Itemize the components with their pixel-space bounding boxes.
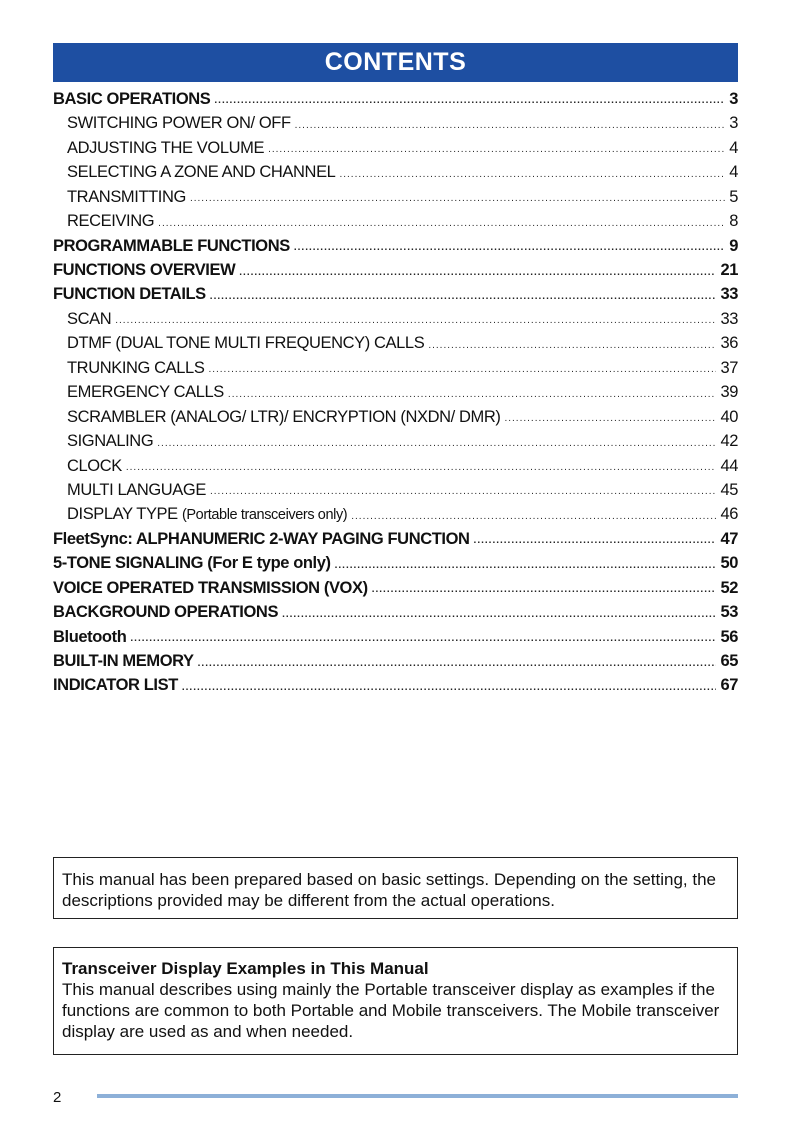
toc-entry-title bbox=[67, 335, 424, 352]
toc-entry[interactable] bbox=[53, 258, 738, 282]
dot-leader bbox=[372, 585, 717, 600]
toc-subentry[interactable] bbox=[53, 209, 738, 233]
toc-subentry[interactable] bbox=[53, 331, 738, 355]
toc-entry-note: (Portable transceivers only) bbox=[181, 507, 348, 524]
toc-entry-title bbox=[67, 140, 264, 157]
display-examples-text: This manual describes using mainly the Portable transceiver display as examples if the functions are common to both Portable and Mobile transceivers. The Mobile transceiver display are used as and when needed. bbox=[62, 980, 720, 1041]
toc-entry[interactable] bbox=[53, 649, 738, 673]
dot-leader bbox=[130, 634, 716, 649]
toc-entry-title bbox=[67, 482, 206, 499]
dot-leader bbox=[210, 292, 717, 307]
toc-page-number: 50 bbox=[720, 554, 738, 573]
toc-entry-title-text: SELECTING A ZONE AND CHANNEL bbox=[67, 163, 336, 182]
toc-subentry[interactable] bbox=[53, 502, 738, 526]
toc-entry-title bbox=[67, 384, 224, 401]
toc-entry-title bbox=[53, 580, 368, 597]
toc-entry-title-text: BUILT-IN MEMORY bbox=[53, 652, 194, 671]
toc-entry-title bbox=[53, 555, 331, 572]
toc-entry-title bbox=[67, 409, 500, 426]
toc-entry-title-text: BACKGROUND OPERATIONS bbox=[53, 603, 279, 622]
toc-entry[interactable] bbox=[53, 283, 738, 307]
toc-page-number: 36 bbox=[720, 334, 738, 353]
toc-page-number: 46 bbox=[720, 505, 738, 524]
toc-entry-title bbox=[67, 311, 111, 328]
toc-entry-title-text: DTMF (DUAL TONE MULTI FREQUENCY) CALLS bbox=[67, 334, 425, 353]
toc-page-number: 8 bbox=[729, 212, 738, 231]
dot-leader bbox=[268, 145, 725, 160]
dot-leader bbox=[210, 487, 716, 502]
toc-page-number: 42 bbox=[720, 432, 738, 451]
toc-subentry[interactable] bbox=[53, 185, 738, 209]
toc-subentry[interactable] bbox=[53, 160, 738, 184]
toc-entry-title bbox=[67, 433, 153, 450]
dot-leader bbox=[351, 512, 716, 527]
toc-entry-title-text: VOICE OPERATED TRANSMISSION (VOX) bbox=[53, 578, 368, 597]
dot-leader bbox=[182, 683, 717, 698]
dot-leader bbox=[239, 268, 716, 283]
page-number: 2 bbox=[53, 1089, 62, 1106]
toc-entry-title bbox=[67, 506, 347, 523]
dot-leader bbox=[228, 390, 717, 405]
toc-entry-title bbox=[67, 189, 186, 206]
toc-entry-title bbox=[67, 360, 204, 377]
toc-page-number: 33 bbox=[720, 309, 738, 328]
notice-text: This manual has been prepared based on basic settings. Depending on the setting, the descriptions provided may be different from the actual operations. bbox=[62, 870, 716, 910]
dot-leader bbox=[282, 610, 716, 625]
toc-entry-title bbox=[53, 629, 126, 646]
footer-rule bbox=[97, 1094, 738, 1098]
toc-page-number: 67 bbox=[720, 676, 738, 695]
toc-entry[interactable] bbox=[53, 576, 738, 600]
dot-leader bbox=[504, 414, 716, 429]
toc-entry-title-text: FUNCTIONS OVERVIEW bbox=[53, 261, 236, 280]
toc-entry[interactable] bbox=[53, 527, 738, 551]
toc-entry-title bbox=[53, 604, 278, 621]
toc-subentry[interactable] bbox=[53, 136, 738, 160]
toc-entry-title bbox=[53, 91, 210, 108]
toc-page-number: 47 bbox=[720, 529, 738, 548]
contents-title: CONTENTS bbox=[324, 48, 467, 76]
toc-entry-title-text: FUNCTION DETAILS bbox=[53, 285, 206, 304]
toc-entry-title bbox=[67, 115, 291, 132]
toc-entry-title bbox=[67, 213, 154, 230]
toc-subentry[interactable] bbox=[53, 380, 738, 404]
toc-entry-title bbox=[53, 286, 206, 303]
dot-leader bbox=[294, 243, 725, 258]
toc-entry-title bbox=[53, 677, 178, 694]
toc-page-number: 4 bbox=[729, 138, 738, 157]
toc-entry-title-text: DISPLAY TYPE bbox=[67, 505, 178, 524]
toc-entry[interactable] bbox=[53, 234, 738, 258]
toc-subentry[interactable] bbox=[53, 405, 738, 429]
toc-page-number: 52 bbox=[720, 578, 738, 597]
toc-subentry[interactable] bbox=[53, 356, 738, 380]
toc-entry-title-text: RECEIVING bbox=[67, 212, 155, 231]
toc-entry-title-text: SCAN bbox=[67, 309, 112, 328]
toc-page-number: 40 bbox=[720, 407, 738, 426]
dot-leader bbox=[295, 121, 726, 136]
toc-entry[interactable] bbox=[53, 551, 738, 575]
toc-entry-title-text: MULTI LANGUAGE bbox=[67, 480, 206, 499]
toc-entry[interactable] bbox=[53, 674, 738, 698]
toc-entry[interactable] bbox=[53, 625, 738, 649]
toc-subentry[interactable] bbox=[53, 478, 738, 502]
display-examples-box bbox=[53, 947, 738, 1055]
toc-entry-title-text: 5-TONE SIGNALING (For E type only) bbox=[53, 554, 331, 573]
toc-entry-title-text: CLOCK bbox=[67, 456, 122, 475]
toc-page-number: 9 bbox=[729, 236, 738, 255]
toc-subentry[interactable] bbox=[53, 454, 738, 478]
toc-subentry[interactable] bbox=[53, 111, 738, 135]
toc-page-number: 4 bbox=[729, 163, 738, 182]
table-of-contents bbox=[53, 87, 738, 698]
toc-entry-title-text: EMERGENCY CALLS bbox=[67, 383, 224, 402]
display-examples-title: Transceiver Display Examples in This Manual bbox=[62, 959, 429, 978]
dot-leader bbox=[115, 316, 716, 331]
toc-subentry[interactable] bbox=[53, 429, 738, 453]
toc-entry-title bbox=[67, 458, 122, 475]
toc-entry-title-text: BASIC OPERATIONS bbox=[53, 89, 211, 108]
dot-leader bbox=[214, 96, 725, 111]
toc-page-number: 56 bbox=[720, 627, 738, 646]
dot-leader bbox=[335, 561, 717, 576]
dot-leader bbox=[190, 194, 725, 209]
toc-entry-title-text: SWITCHING POWER ON/ OFF bbox=[67, 114, 291, 133]
dot-leader bbox=[208, 365, 716, 380]
toc-page-number: 33 bbox=[720, 285, 738, 304]
toc-page-number: 65 bbox=[720, 652, 738, 671]
toc-entry-title-text: ADJUSTING THE VOLUME bbox=[67, 138, 265, 157]
notice-box bbox=[53, 857, 738, 919]
toc-entry-title bbox=[53, 262, 235, 279]
dot-leader bbox=[158, 219, 725, 234]
toc-page-number: 5 bbox=[729, 187, 738, 206]
toc-page-number: 39 bbox=[720, 383, 738, 402]
contents-header bbox=[53, 43, 738, 82]
toc-page-number: 21 bbox=[720, 261, 738, 280]
dot-leader bbox=[428, 341, 716, 356]
toc-entry-title-text: FleetSync: ALPHANUMERIC 2-WAY PAGING FUNCTION bbox=[53, 529, 470, 548]
toc-entry-title-text: TRANSMITTING bbox=[67, 187, 186, 206]
toc-page-number: 44 bbox=[720, 456, 738, 475]
toc-page-number: 45 bbox=[720, 480, 738, 499]
toc-entry[interactable] bbox=[53, 600, 738, 624]
toc-page-number: 37 bbox=[720, 358, 738, 377]
toc-entry-title bbox=[67, 164, 335, 181]
toc-entry-title-text: SIGNALING bbox=[67, 432, 154, 451]
dot-leader bbox=[126, 463, 717, 478]
dot-leader bbox=[157, 439, 716, 454]
toc-entry[interactable] bbox=[53, 87, 738, 111]
toc-entry-title bbox=[53, 238, 290, 255]
toc-subentry[interactable] bbox=[53, 307, 738, 331]
toc-entry-title-text: TRUNKING CALLS bbox=[67, 358, 205, 377]
dot-leader bbox=[339, 170, 725, 185]
toc-page-number: 3 bbox=[729, 89, 738, 108]
dot-leader bbox=[474, 536, 717, 551]
dot-leader bbox=[198, 659, 717, 674]
toc-entry-title bbox=[53, 531, 470, 548]
toc-entry-title-text: INDICATOR LIST bbox=[53, 676, 178, 695]
toc-entry-title bbox=[53, 653, 194, 670]
toc-entry-title-text: PROGRAMMABLE FUNCTIONS bbox=[53, 236, 290, 255]
toc-entry-title-text: SCRAMBLER (ANALOG/ LTR)/ ENCRYPTION (NXDN/ DMR) bbox=[67, 407, 501, 426]
toc-page-number: 53 bbox=[720, 603, 738, 622]
toc-entry-title-text: Bluetooth bbox=[53, 627, 127, 646]
toc-page-number: 3 bbox=[729, 114, 738, 133]
